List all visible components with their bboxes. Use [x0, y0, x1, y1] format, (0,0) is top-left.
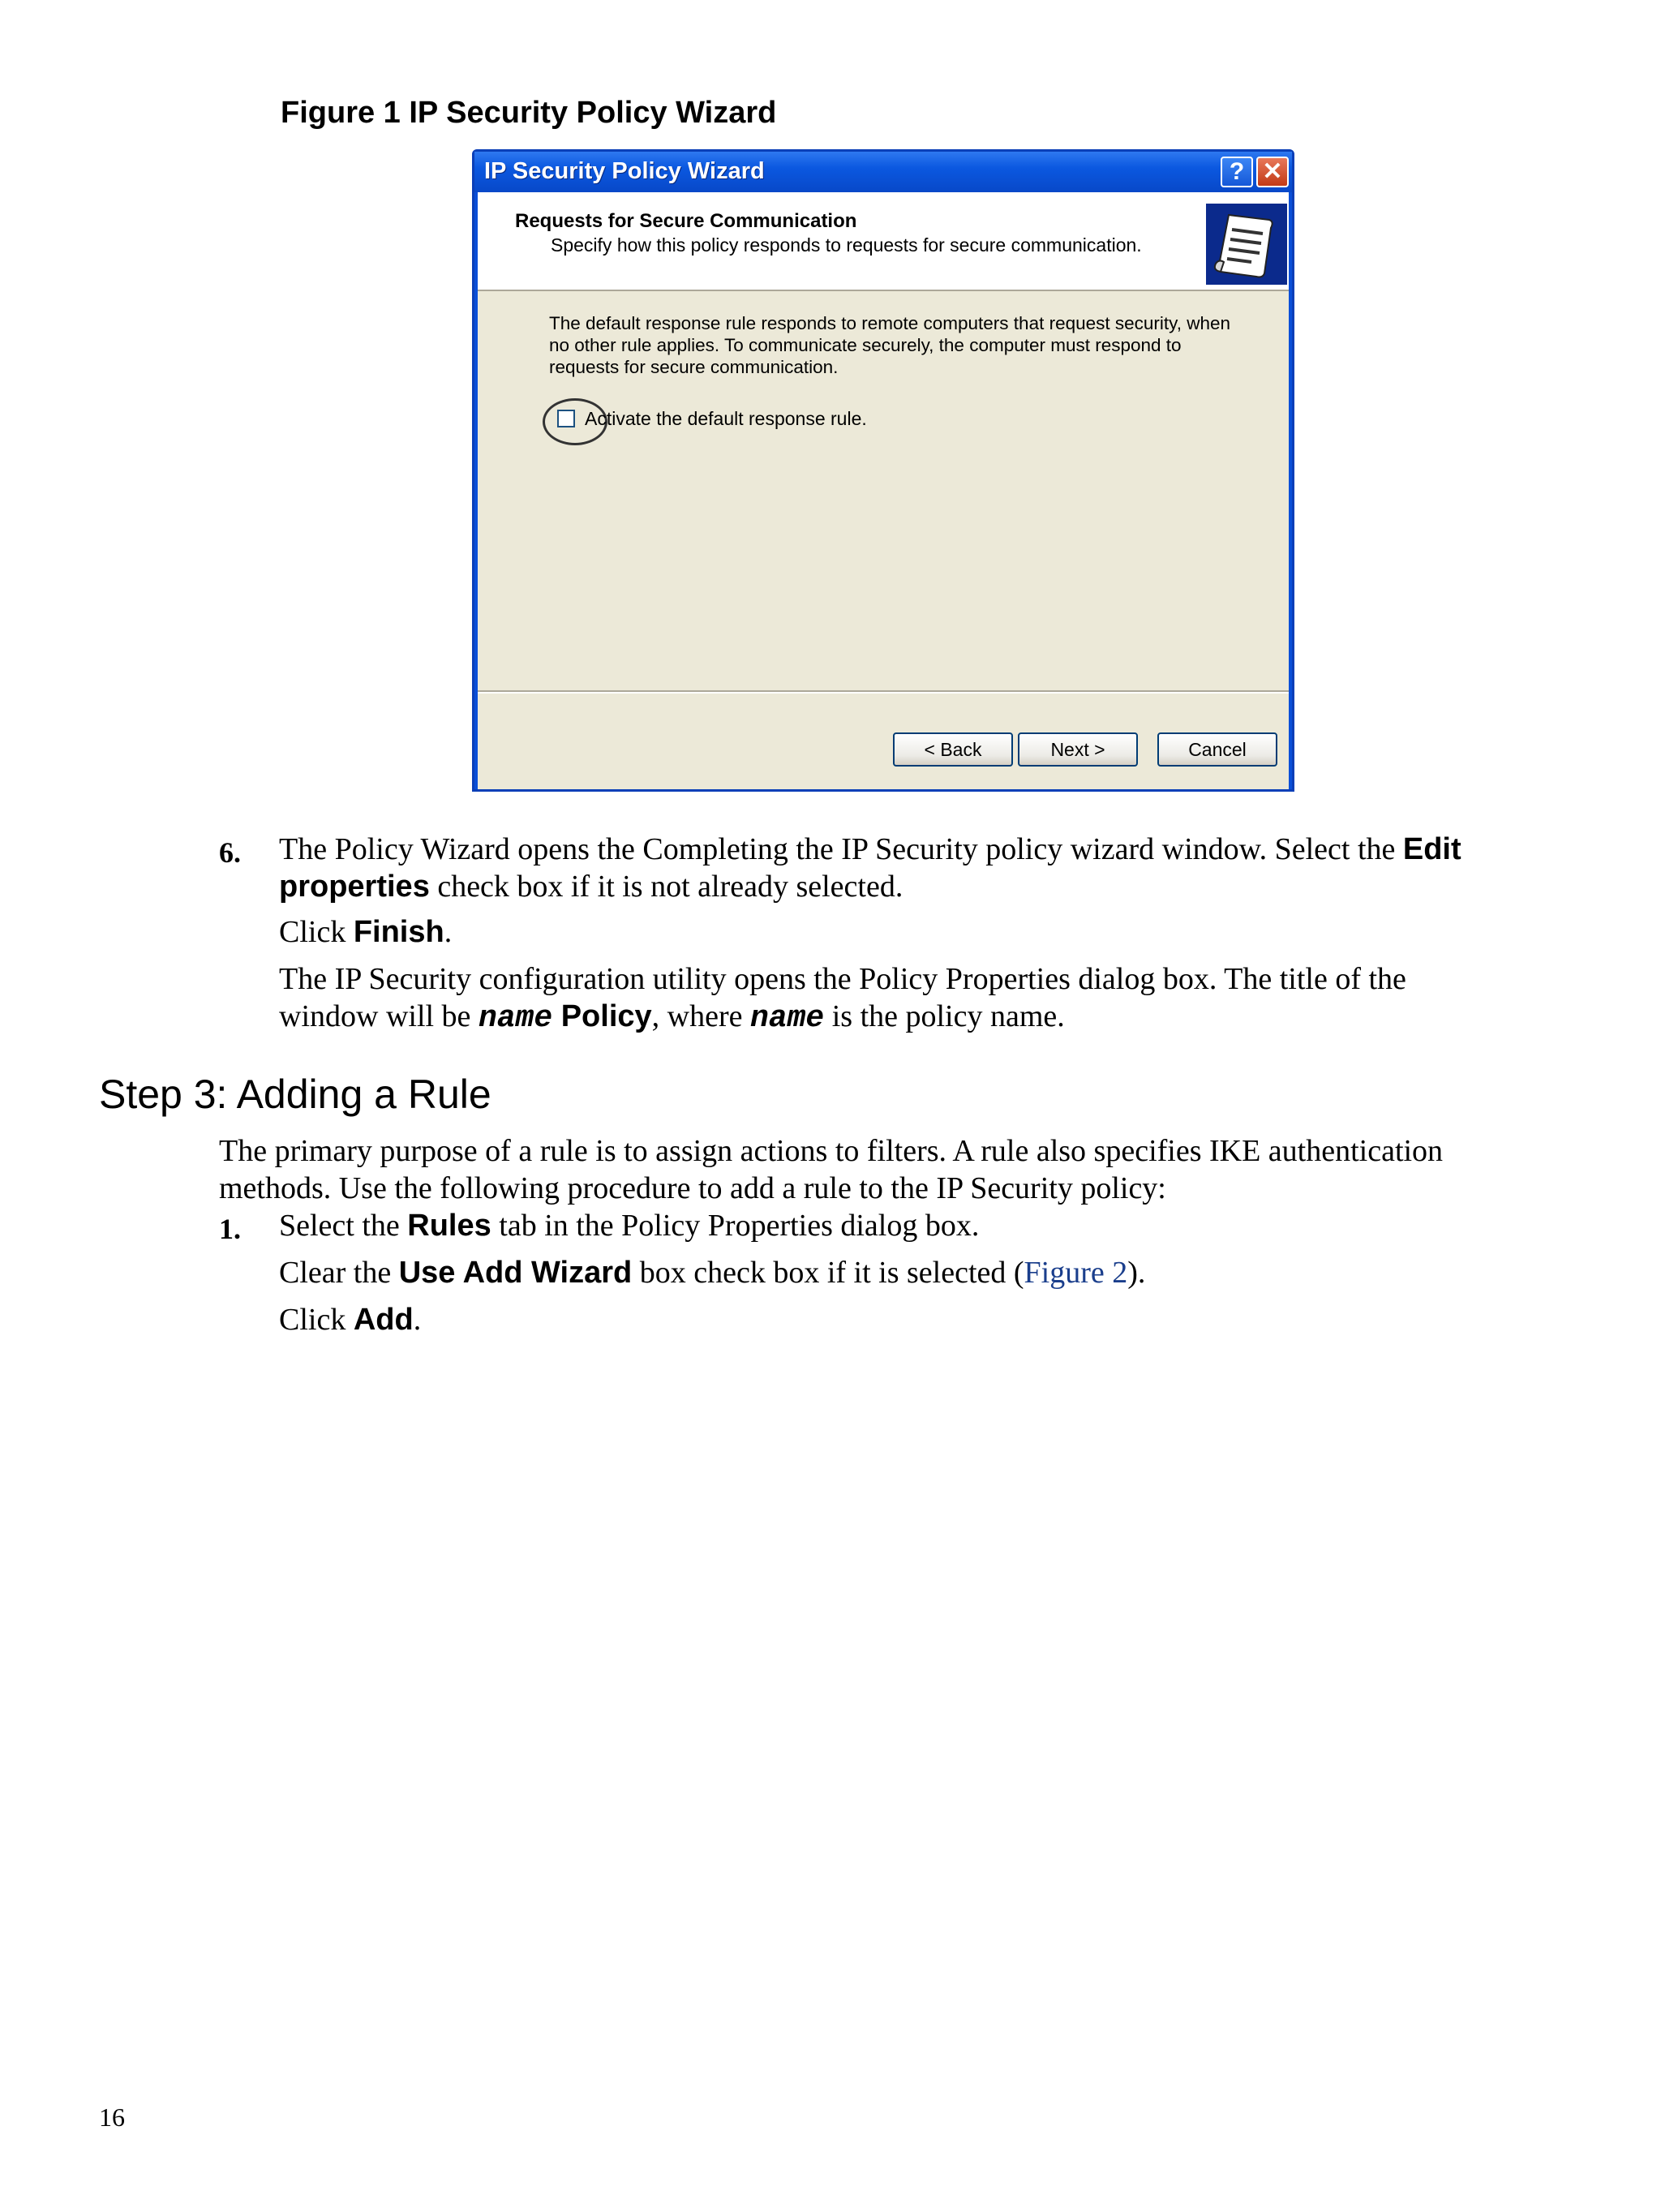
figure-2-link[interactable]: Figure 2: [1024, 1256, 1128, 1290]
checkbox-label: Activate the default response rule.: [585, 408, 867, 429]
step1-paragraph: Select the Rules tab in the Policy Properties dialog box.: [279, 1209, 980, 1243]
activate-default-response-checkbox[interactable]: [557, 410, 575, 427]
step-number: 6.: [219, 836, 241, 869]
step6-paragraph: The Policy Wizard opens the Completing the IP Security policy wizard window. Select the Edit properties check box if it is not already selected.: [279, 832, 1461, 904]
help-icon[interactable]: ?: [1221, 157, 1253, 187]
wizard-page-subtitle: Specify how this policy responds to requests for secure communication.: [551, 234, 1142, 256]
finish-term: Finish: [353, 915, 444, 949]
cancel-button[interactable]: Cancel: [1157, 732, 1277, 767]
wizard-description: The default response rule responds to remote computers that request security, when no other rule applies. To communicate securely, the computer must respond to requests for secure communication.: [549, 313, 1231, 377]
figure-caption: Figure 1 IP Security Policy Wizard: [281, 96, 777, 130]
next-button[interactable]: Next >: [1018, 732, 1138, 767]
step6-click-finish: Click Finish.: [279, 915, 453, 949]
page-number: 16: [99, 2102, 125, 2132]
step6-result-paragraph: The IP Security configuration utility opens the Policy Properties dialog box. The title of the window will be name Policy, where name is the policy name.: [279, 962, 1406, 1036]
add-term: Add: [353, 1303, 414, 1337]
dialog-client-area: [478, 192, 1289, 789]
wizard-page-title: Requests for Secure Communication: [515, 210, 857, 232]
section-intro: The primary purpose of a rule is to assign actions to filters. A rule also specifies IKE authentication methods. Use the following procedure to add a rule to the IP Security policy:: [219, 1134, 1444, 1205]
name-placeholder: name: [750, 1001, 825, 1036]
step1-click-add: Click Add.: [279, 1303, 422, 1337]
wizard-header: [478, 192, 1289, 291]
step1-clear-wizard: Clear the Use Add Wizard box check box if it is selected (Figure 2).: [279, 1256, 1146, 1290]
edit-properties-term: Edit properties: [279, 832, 1461, 904]
dialog-title: IP Security Policy Wizard: [484, 158, 765, 184]
footer-divider: [478, 690, 1289, 694]
use-add-wizard-term: Use Add Wizard: [398, 1256, 633, 1290]
back-button[interactable]: < Back: [893, 732, 1013, 767]
dialog-title-bar[interactable]: [474, 152, 1292, 192]
section-heading: Step 3: Adding a Rule: [99, 1072, 491, 1117]
ip-security-policy-wizard-dialog: [472, 149, 1294, 792]
step-number: 1.: [219, 1213, 241, 1245]
close-icon[interactable]: ✕: [1256, 157, 1289, 187]
scroll-icon: [1206, 204, 1287, 285]
rules-term: Rules: [407, 1209, 491, 1243]
name-placeholder: name: [478, 1001, 553, 1036]
